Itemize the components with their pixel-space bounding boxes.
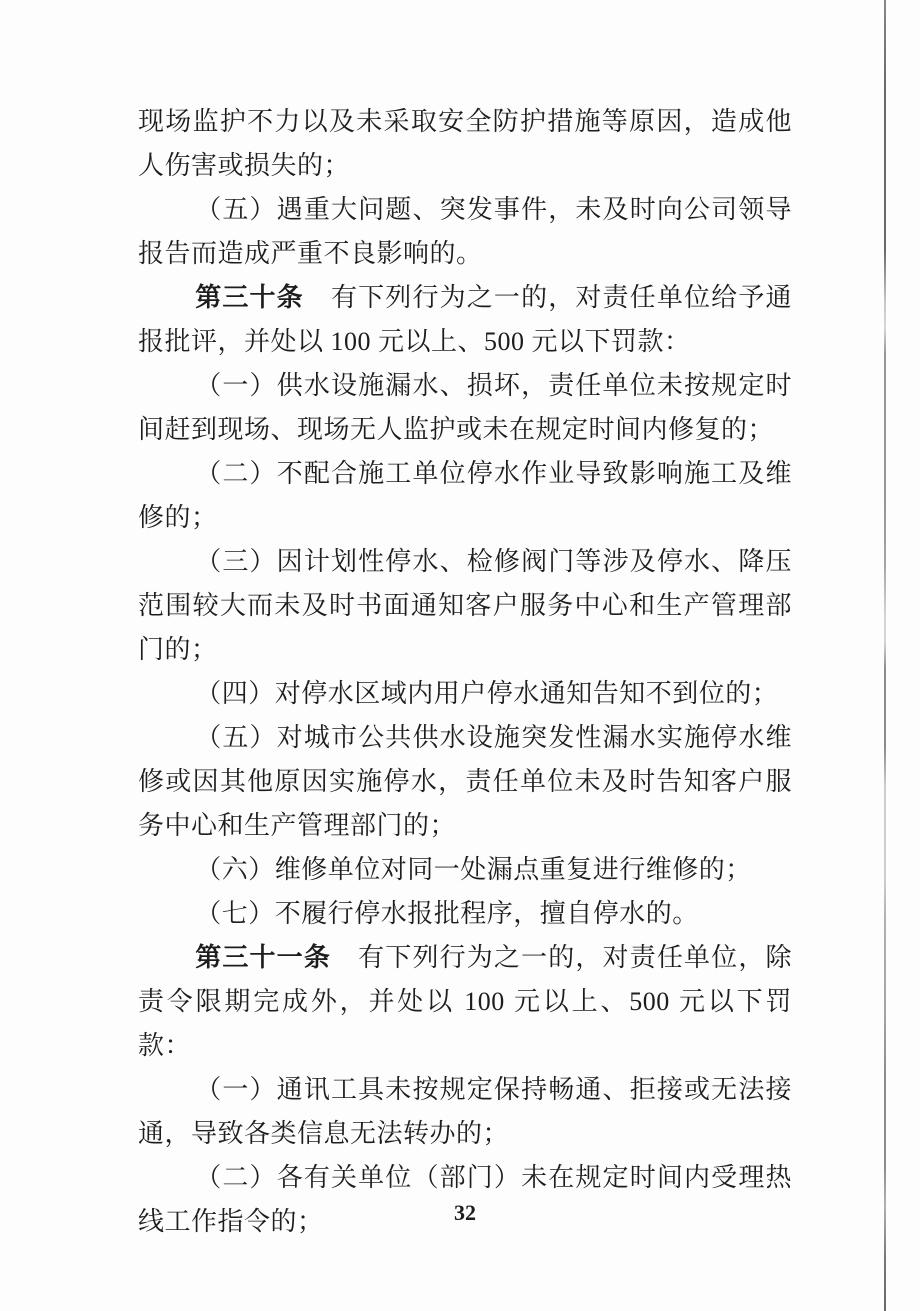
paragraph: （五）遇重大问题、突发事件，未及时向公司领导报告而造成严重不良影响的。 <box>138 195 792 268</box>
paragraph: 第三十条 有下列行为之一的，对责任单位给予通报批评，并处以 100 元以上、500 元以下罚款： <box>138 283 792 356</box>
paragraph: （五）对城市公共供水设施突发性漏水实施停水维修或因其他原因实施停水，责任单位未及时告知客户服务中心和生产管理部门的； <box>138 723 792 840</box>
paragraph: 第三十一条 有下列行为之一的，对责任单位，除责令限期完成外，并处以 100 元以上、500 元以下罚款： <box>138 943 792 1060</box>
document-body <box>138 100 792 1244</box>
article-number: 第三十一条 <box>195 943 331 972</box>
paragraph: （三）因计划性停水、检修阀门等涉及停水、降压范围较大而未及时书面通知客户服务中心和生产管理部门的； <box>138 547 792 664</box>
paragraph: （二）各有关单位（部门）未在规定时间内受理热线工作指令的； <box>138 1163 792 1236</box>
paragraph: （二）不配合施工单位停水作业导致影响施工及维修的； <box>138 459 792 532</box>
article-number: 第三十条 <box>195 283 304 312</box>
scan-artifact-line <box>884 0 886 1311</box>
page-number: 32 <box>454 1200 476 1225</box>
paragraph: （四）对停水区域内用户停水通知告知不到位的； <box>195 679 779 708</box>
paragraph: 现场监护不力以及未采取安全防护措施等原因，造成他人伤害或损失的； <box>138 107 792 180</box>
paragraph: （一）通讯工具未按规定保持畅通、拒接或无法接通，导致各类信息无法转办的； <box>138 1075 792 1148</box>
paragraph: （六）维修单位对同一处漏点重复进行维修的； <box>195 855 752 884</box>
paragraph: （七）不履行停水报批程序，擅自停水的。 <box>195 899 699 928</box>
paragraph: （一）供水设施漏水、损坏，责任单位未按规定时间赶到现场、现场无人监护或未在规定时间内修复的； <box>138 371 792 444</box>
